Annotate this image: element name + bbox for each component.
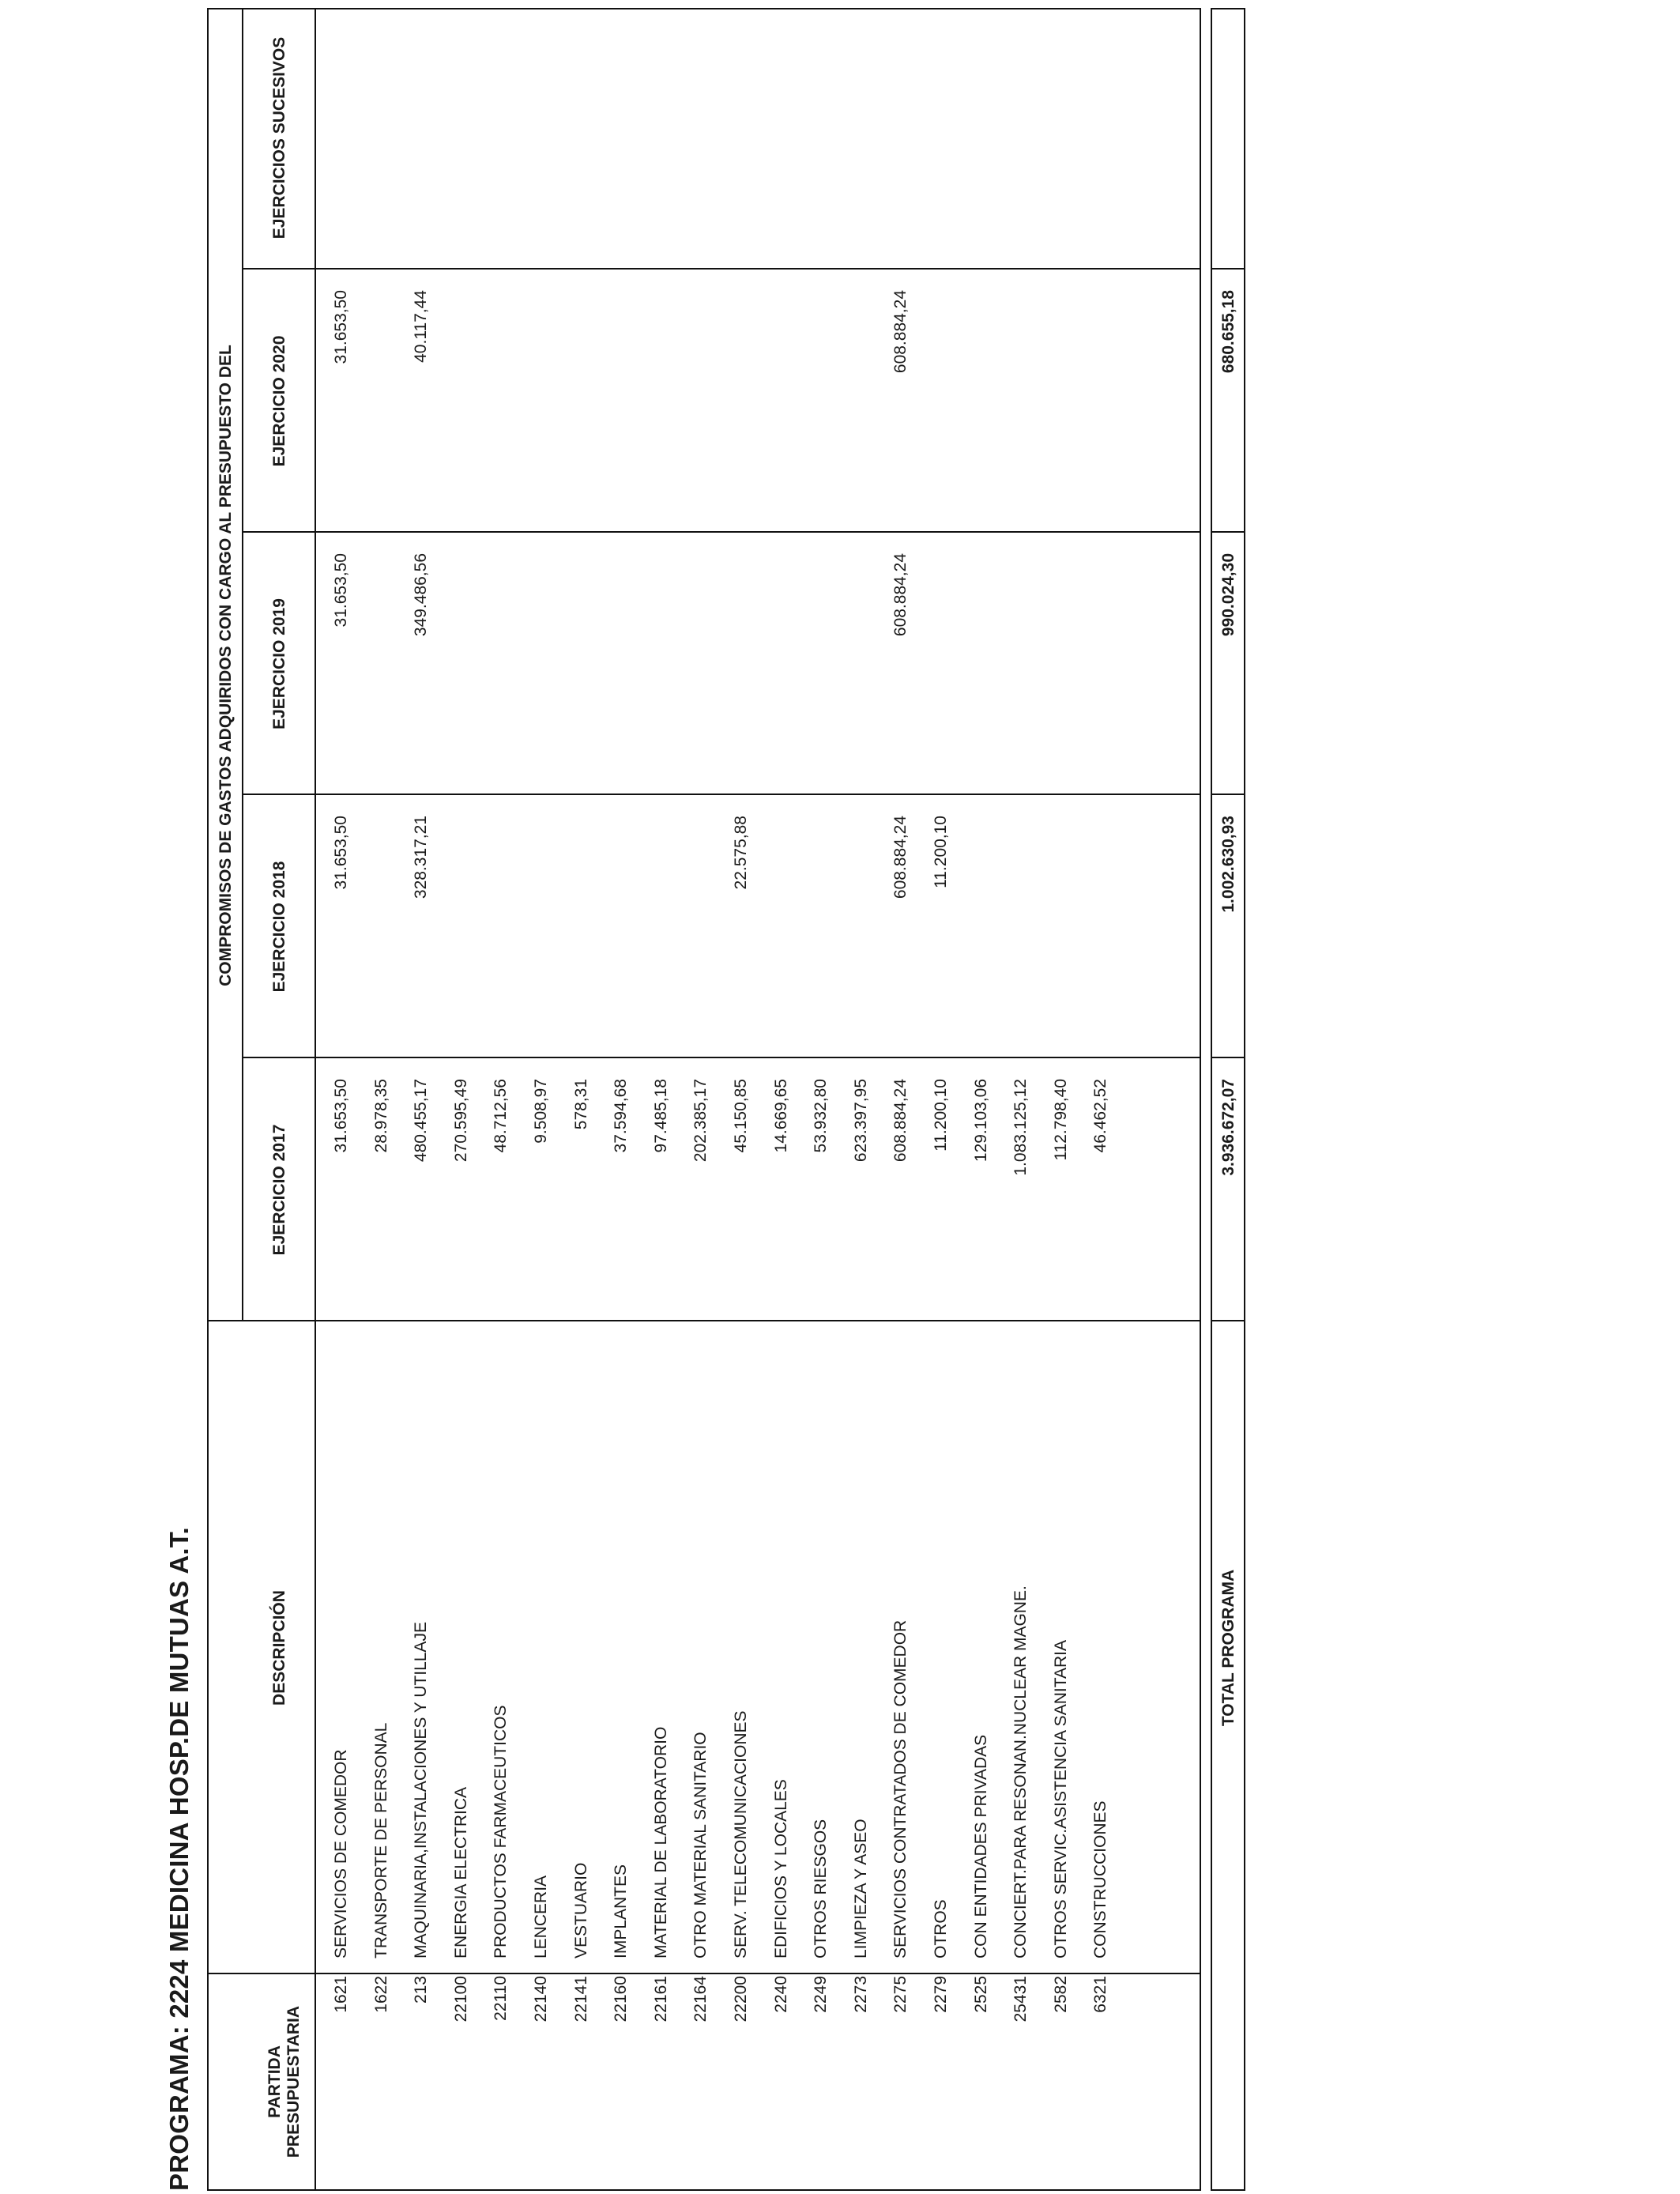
cell-ej2018: 22.575,88 — [732, 816, 750, 890]
cell-ej2017: 97.485,18 — [651, 1079, 670, 1153]
cell-partida: 2275 — [891, 1976, 910, 2013]
cell-partida: 22110 — [492, 1976, 510, 2021]
col-divider — [1212, 268, 1244, 270]
total-table — [1211, 8, 1245, 2191]
cell-descripcion: MATERIAL DE LABORATORIO — [651, 1726, 670, 1958]
cell-partida: 2273 — [851, 1976, 870, 2013]
cell-ej2017: 46.462,52 — [1091, 1079, 1110, 1153]
col-divider — [1212, 1057, 1244, 1058]
cell-ej2017: 480.455,17 — [412, 1079, 431, 1163]
header-ej2017: EJERCICIO 2017 — [270, 1124, 288, 1256]
cell-ej2018: 31.653,50 — [332, 816, 350, 890]
header-ej2019: EJERCICIO 2019 — [270, 598, 288, 729]
header-divider — [315, 9, 316, 2189]
cell-partida: 1621 — [332, 1976, 350, 2013]
cell-partida: 2240 — [771, 1976, 790, 2013]
cell-ej2018: 608.884,24 — [891, 816, 910, 899]
cell-ej2019: 31.653,50 — [332, 553, 350, 628]
cell-descripcion: EDIFICIOS Y LOCALES — [771, 1779, 790, 1958]
col-divider — [209, 1320, 1200, 1321]
cell-descripcion: OTROS — [932, 1899, 950, 1958]
cell-descripcion: CON ENTIDADES PRIVADAS — [971, 1734, 990, 1958]
cell-ej2020: 31.653,50 — [332, 290, 350, 364]
col-divider — [209, 1973, 1200, 1974]
cell-ej2017: 11.200,10 — [932, 1079, 950, 1152]
header-ej2018: EJERCICIO 2018 — [270, 861, 288, 993]
cell-descripcion: VESTUARIO — [571, 1862, 590, 1958]
total-ej2017: 3.936.672,07 — [1219, 1079, 1237, 1176]
header-ej2020: EJERCICIO 2020 — [270, 335, 288, 467]
col-divider — [242, 268, 1200, 270]
header-descripcion: DESCRIPCIÓN — [270, 1590, 288, 1706]
cell-ej2017: 270.595,49 — [451, 1079, 470, 1163]
cell-partida: 2249 — [812, 1976, 831, 2013]
cell-partida: 22164 — [691, 1976, 710, 2022]
cell-ej2017: 1.083.125,12 — [1011, 1079, 1030, 1176]
cell-partida: 2582 — [1051, 1976, 1070, 2013]
cell-descripcion: CONSTRUCCIONES — [1091, 1800, 1110, 1958]
header-sucesivos: EJERCICIOS SUCESIVOS — [270, 36, 288, 239]
cell-partida: 22140 — [532, 1976, 550, 2022]
total-ej2019: 990.024,30 — [1219, 553, 1237, 637]
cell-descripcion: LIMPIEZA Y ASEO — [851, 1819, 870, 1958]
cell-ej2017: 129.103,06 — [971, 1079, 990, 1163]
cell-ej2020: 40.117,44 — [412, 290, 431, 363]
cell-descripcion: MAQUINARIA,INSTALACIONES Y UTILLAJE — [412, 1622, 431, 1958]
page-title: PROGRAMA: 2224 MEDICINA HOSP.DE MUTUAS A.T. — [164, 1527, 194, 2191]
cell-ej2017: 608.884,24 — [891, 1079, 910, 1163]
cell-descripcion: SERVICIOS DE COMEDOR — [332, 1749, 350, 1958]
header-partida-line1: PARTIDA — [266, 2045, 284, 2118]
cell-ej2017: 53.932,80 — [812, 1079, 831, 1153]
cell-partida: 6321 — [1091, 1976, 1110, 2013]
cell-descripcion: IMPLANTES — [612, 1864, 631, 1958]
col-divider — [1212, 531, 1244, 533]
cell-ej2017: 48.712,56 — [492, 1079, 510, 1153]
cell-ej2017: 37.594,68 — [612, 1079, 631, 1153]
cell-ej2018: 11.200,10 — [932, 816, 950, 888]
cell-descripcion: OTRO MATERIAL SANITARIO — [691, 1732, 710, 1958]
cell-descripcion: LENCERIA — [532, 1875, 550, 1958]
cell-ej2019: 608.884,24 — [891, 553, 910, 637]
cell-partida: 213 — [412, 1976, 431, 2004]
cell-ej2017: 45.150,85 — [732, 1079, 750, 1153]
cell-partida: 25431 — [1011, 1976, 1030, 2022]
cell-ej2018: 328.317,21 — [412, 816, 431, 899]
commitments-table — [207, 8, 1201, 2191]
cell-ej2017: 9.508,97 — [532, 1079, 550, 1144]
cell-descripcion: TRANSPORTE DE PERSONAL — [371, 1722, 390, 1958]
header-partida — [266, 1974, 303, 2189]
header-partida-line2: PRESUPUESTARIA — [284, 2005, 303, 2158]
cell-partida: 1622 — [371, 1976, 390, 2013]
cell-partida: 22141 — [571, 1976, 590, 2022]
cell-descripcion: SERV. TELECOMUNICACIONES — [732, 1710, 750, 1958]
col-divider — [242, 531, 1200, 533]
cell-ej2017: 14.669,65 — [771, 1079, 790, 1153]
total-label: TOTAL PROGRAMA — [1219, 1569, 1237, 1727]
total-ej2020: 680.655,18 — [1219, 290, 1237, 374]
cell-ej2019: 349.486,56 — [412, 553, 431, 637]
col-divider — [1212, 794, 1244, 795]
cell-partida: 2279 — [932, 1976, 950, 2013]
cell-descripcion: ENERGIA ELECTRICA — [451, 1786, 470, 1958]
cell-ej2017: 623.397,95 — [851, 1079, 870, 1163]
row-divider — [242, 9, 243, 1321]
cell-ej2017: 578,31 — [571, 1079, 590, 1130]
total-ej2018: 1.002.630,93 — [1219, 816, 1237, 913]
cell-ej2017: 202.385,17 — [691, 1079, 710, 1163]
cell-partida: 22200 — [732, 1976, 750, 2022]
header-compromisos: COMPROMISOS DE GASTOS ADQUIRIDOS CON CARGO AL PRESUPUESTO DEL — [217, 345, 235, 986]
cell-descripcion: SERVICIOS CONTRATADOS DE COMEDOR — [891, 1619, 910, 1958]
cell-partida: 22161 — [651, 1976, 670, 2022]
col-divider — [242, 794, 1200, 795]
cell-ej2017: 31.653,50 — [332, 1079, 350, 1153]
cell-descripcion: OTROS RIESGOS — [812, 1819, 831, 1958]
col-divider — [242, 1057, 1200, 1058]
cell-ej2020: 608.884,24 — [891, 290, 910, 374]
cell-descripcion: PRODUCTOS FARMACEUTICOS — [492, 1705, 510, 1958]
cell-partida: 22100 — [451, 1976, 470, 2022]
cell-descripcion: OTROS SERVIC.ASISTENCIA SANITARIA — [1051, 1640, 1070, 1958]
cell-partida: 2525 — [971, 1976, 990, 2013]
cell-partida: 22160 — [612, 1976, 631, 2022]
cell-ej2017: 28.978,35 — [371, 1079, 390, 1153]
cell-descripcion: CONCIERT.PARA RESONAN.NUCLEAR MAGNE. — [1011, 1585, 1030, 1958]
cell-ej2017: 112.798,40 — [1051, 1079, 1070, 1161]
